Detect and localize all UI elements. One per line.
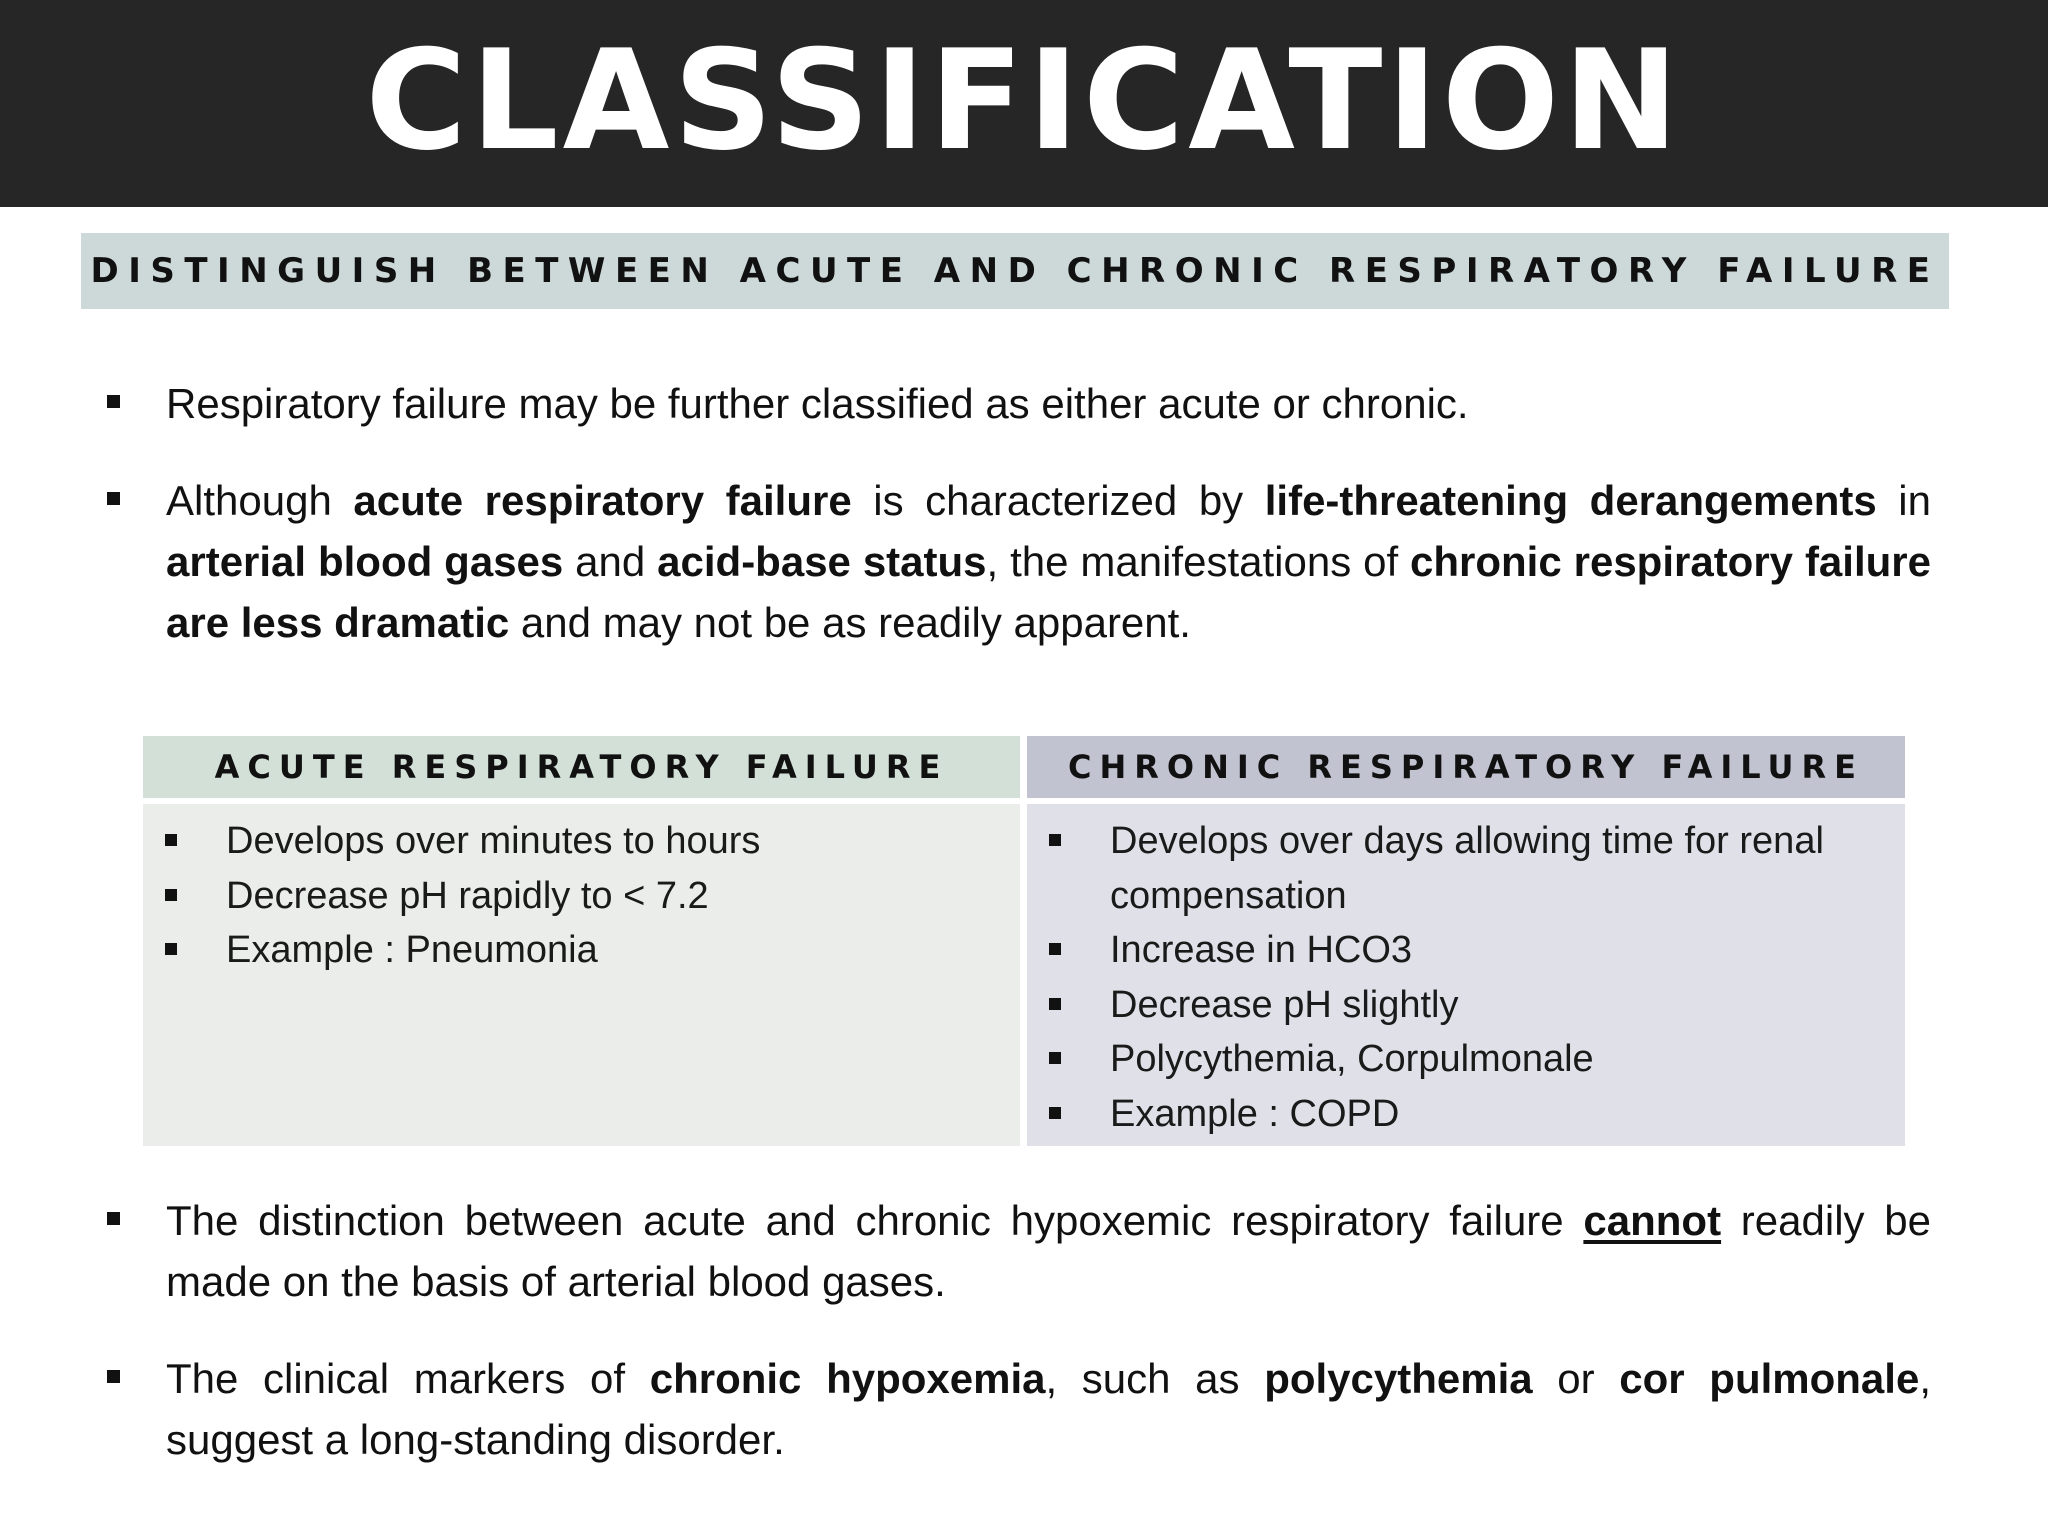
bullet-text: and may not be as readily apparent. (509, 599, 1191, 646)
square-bullet-icon (107, 492, 120, 505)
list-item (165, 814, 1000, 869)
comparison-table (143, 736, 1905, 1146)
square-bullet-icon (1049, 834, 1061, 846)
bold-text: acid-base status (657, 538, 987, 585)
list-item (165, 923, 1000, 978)
list-item-text: Decrease pH rapidly to < 7.2 (226, 874, 709, 917)
title-bar (0, 0, 2048, 207)
bold-text: chronic respiratory failure are less dramatic (166, 538, 1931, 646)
bullet-item (103, 373, 1931, 434)
list-item-text: Develops over minutes to hours (226, 820, 761, 862)
square-bullet-icon (165, 889, 177, 901)
bold-text: acute respiratory failure (353, 477, 852, 524)
list-item (1049, 1032, 1825, 1087)
bullet-item (103, 470, 1931, 653)
bullet-text: , suggest a long-standing disorder. (166, 1355, 1931, 1463)
bullet-text: or (1532, 1355, 1620, 1402)
list-item (1049, 923, 1825, 978)
square-bullet-icon (107, 1212, 120, 1225)
square-bullet-icon (1049, 1052, 1061, 1064)
list-item-text: Increase in HCO3 (1110, 929, 1413, 971)
list-item-text: Develops over days allowing time for renal compensation (1110, 820, 1824, 917)
square-bullet-icon (107, 1370, 120, 1383)
bold-text: life-threatening derangements (1264, 477, 1877, 524)
bullet-text: , such as (1045, 1355, 1265, 1402)
bullet-text: readily be made on the basis of arterial blood gases. (166, 1197, 1931, 1305)
bold-text: cor pulmonale (1619, 1355, 1920, 1402)
list-item-text: Example : Pneumonia (226, 929, 598, 971)
list-item-text: Example : COPD (1110, 1092, 1400, 1135)
square-bullet-icon (1049, 998, 1061, 1010)
acute-list (165, 814, 1000, 978)
square-bullet-icon (165, 834, 177, 846)
acute-column (143, 736, 1020, 1146)
chronic-column (1027, 736, 1905, 1146)
conclusion-bullet-list (103, 1190, 1931, 1470)
bullet-text: , the manifestations of (986, 538, 1411, 585)
square-bullet-icon (107, 395, 120, 408)
subtitle-bar (81, 233, 1949, 309)
bullet-text: and (563, 538, 658, 585)
slide-subtitle: DISTINGUISH BETWEEN ACUTE AND CHRONIC RESPIRATORY FAILURE (90, 251, 1940, 291)
bullet-text: The distinction between acute and chronic hypoxemic respiratory failure (166, 1197, 1584, 1244)
bold-text: chronic hypoxemia (649, 1355, 1046, 1402)
bullet-item (103, 1190, 1931, 1312)
bullet-item (103, 1348, 1931, 1470)
square-bullet-icon (1049, 1107, 1061, 1119)
slide-title: CLASSIFICATION (365, 19, 1683, 181)
chronic-column-header: CHRONIC RESPIRATORY FAILURE (1027, 736, 1905, 798)
list-item (1049, 814, 1825, 923)
list-item (1049, 1087, 1825, 1142)
underlined-bold-text: cannot (1583, 1197, 1722, 1244)
list-item (165, 869, 1000, 924)
square-bullet-icon (1049, 943, 1061, 955)
bold-text: polycythemia (1264, 1355, 1533, 1402)
bullet-text: Although (166, 477, 354, 524)
list-item (1049, 978, 1825, 1033)
bold-text: arterial blood gases (166, 538, 564, 585)
acute-column-header: ACUTE RESPIRATORY FAILURE (143, 736, 1020, 798)
intro-bullet-list (103, 373, 1931, 653)
bullet-text: Respiratory failure may be further classified as either acute or chronic. (166, 380, 1469, 427)
list-item-text: Decrease pH slightly (1110, 983, 1459, 1026)
chronic-column-body (1027, 804, 1905, 1146)
bullet-text: in (1876, 477, 1931, 524)
square-bullet-icon (165, 943, 177, 955)
bullet-text: The clinical markers of (166, 1355, 650, 1402)
list-item-text: Polycythemia, Corpulmonale (1110, 1038, 1594, 1080)
chronic-list (1049, 814, 1825, 1141)
acute-column-body (143, 804, 1020, 1146)
bullet-text: is characterized by (851, 477, 1265, 524)
